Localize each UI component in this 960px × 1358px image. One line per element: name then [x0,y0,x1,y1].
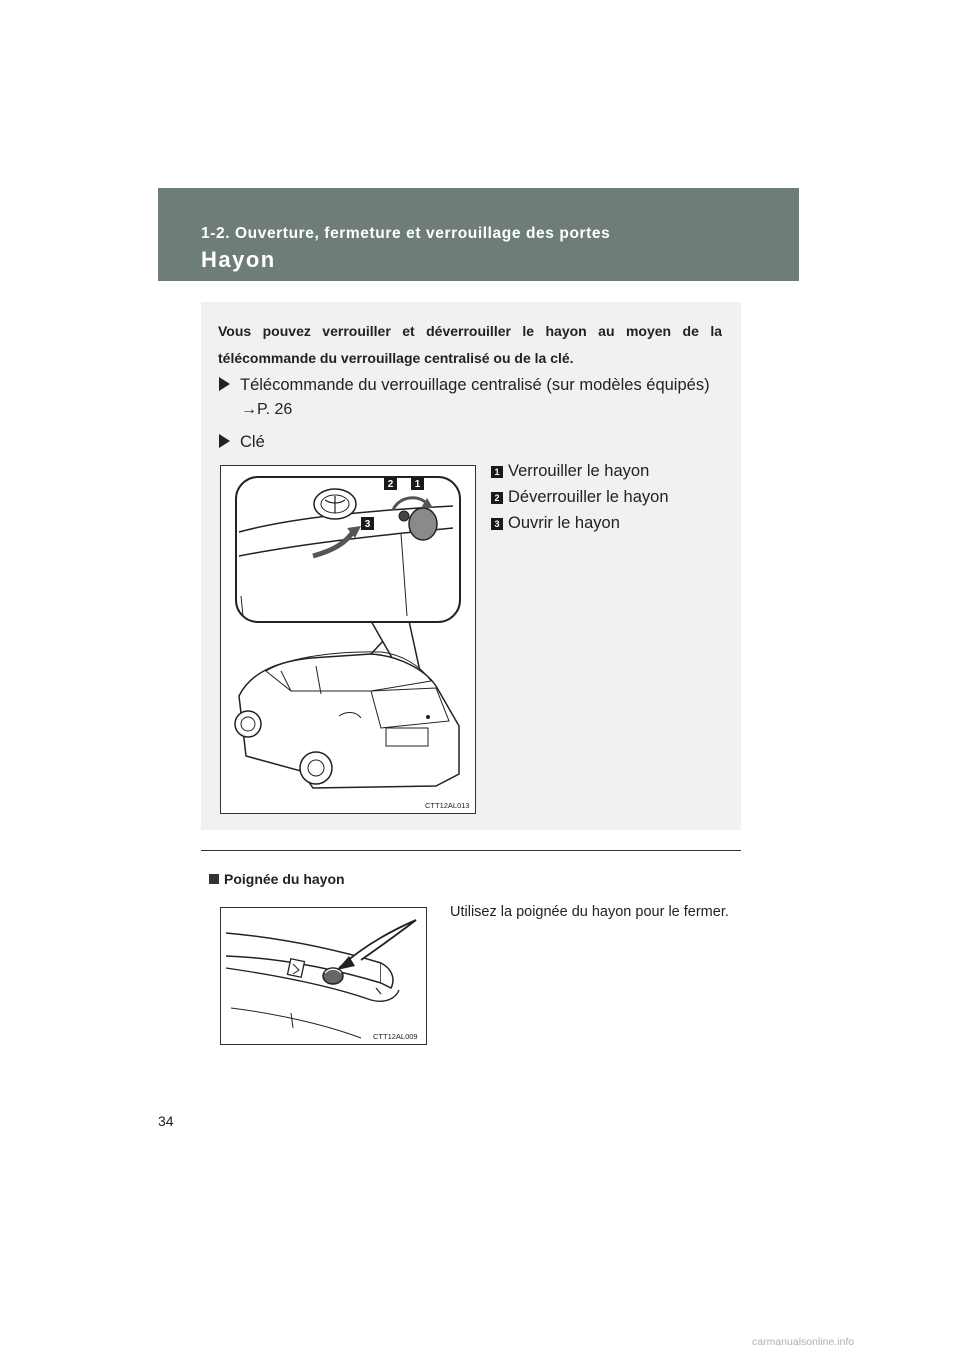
section-heading [209,871,345,887]
legend-text-3: Ouvrir le hayon [508,514,620,532]
callout-2: 2 [387,479,394,490]
legend-item-lock [491,462,649,481]
bullet-remote [219,376,710,395]
triangle-bullet-icon [219,377,230,391]
chapter-header [158,188,799,281]
legend-item-unlock [491,488,669,507]
car-key-illustration [221,466,475,813]
figure-key-lock [220,465,476,814]
page-title: Hayon [201,247,276,272]
callout-3: 3 [364,519,371,530]
intro-text: Vous pouvez verrouiller et déverrouiller le hayon au moyen de la télécommande du verrouillage centralisé ou de la clé. [218,323,722,366]
bullet-remote-text: Télécommande du verrouillage centralisé (sur modèles équipés) [240,376,710,394]
page-number: 34 [158,1113,174,1129]
square-bullet-icon [209,874,219,884]
page-reference: →P. 26 [241,401,293,418]
bullet-key [219,433,265,452]
tailgate-handle-illustration [221,908,426,1044]
legend-item-open [491,514,620,533]
legend-num-2: 2 [491,492,503,504]
watermark: carmanualsonline.info [752,1336,855,1348]
legend-text-1: Verrouiller le hayon [508,462,650,480]
callout-1: 1 [414,479,421,490]
handle-description: Utilisez la poignée du hayon pour le fermer. [450,904,729,920]
figure-code: CTT12AL013 [425,801,470,810]
bullet-key-text: Clé [240,433,265,451]
figure-code-2: CTT12AL009 [373,1032,418,1041]
triangle-bullet-icon [219,434,230,448]
legend-num-3: 3 [491,518,503,530]
section-divider [201,850,741,851]
section-heading-text: Poignée du hayon [224,871,345,887]
figure-tailgate-handle [220,907,427,1045]
section-title: 1-2. Ouverture, fermeture et verrouillage des portes [201,225,611,242]
legend-text-2: Déverrouiller le hayon [508,488,669,506]
legend-num-1: 1 [491,466,503,478]
